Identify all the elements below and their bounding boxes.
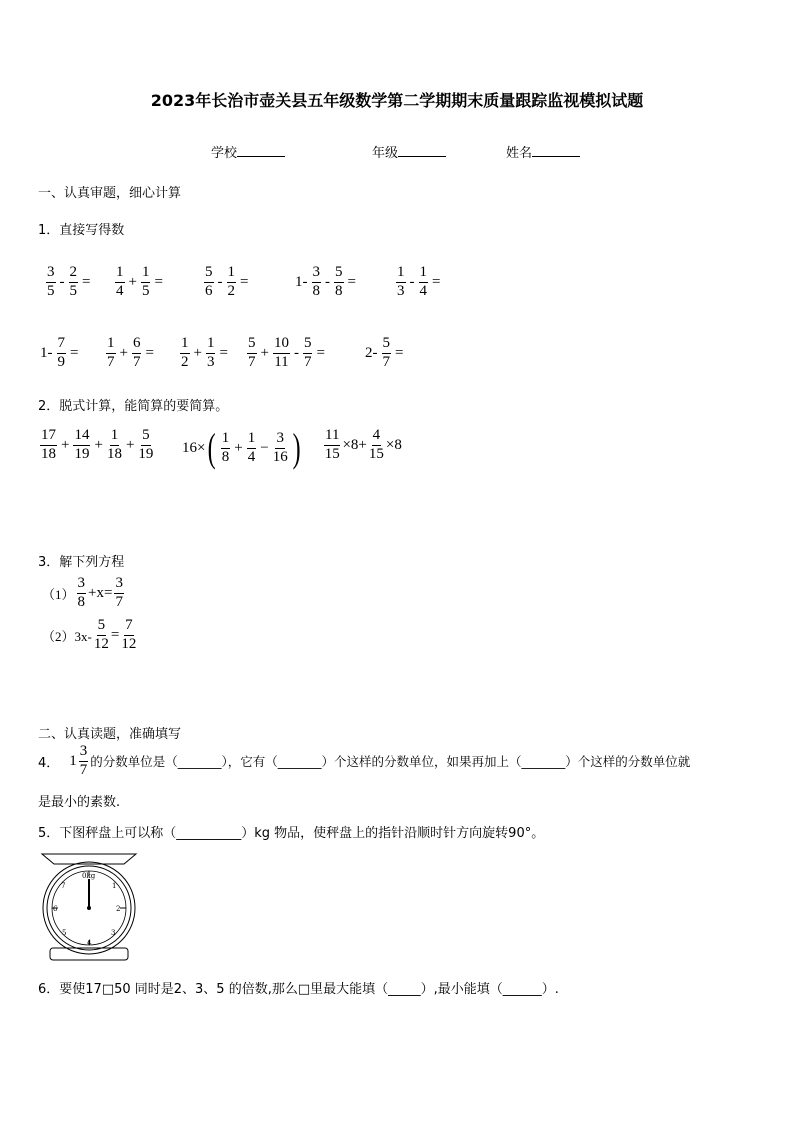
q1-row1-expr3: $\frac{5}{6}$ - $\frac{1}{2}$ =	[205, 264, 249, 299]
q2-expr3: $\frac{11}{15}$ ×8+ $\frac{4}{15}$ ×8	[324, 427, 402, 462]
grade-field: 年级	[372, 142, 446, 161]
scale-label-5: 5	[62, 929, 67, 937]
scale-label-6: 6	[53, 905, 58, 913]
q1-row1-expr5: $\frac{1}{3}$ - $\frac{1}{4}$ =	[397, 264, 441, 299]
q1-row2-expr1: 1- $\frac{7}{9}$ =	[40, 335, 79, 370]
q2-expr2: 16× ( $\frac{1}{8}$ + $\frac{1}{4}$ − $\frac{3}{16}$ )	[182, 425, 301, 470]
q1-row1-expr2: $\frac{1}{4}$ + $\frac{1}{5}$ =	[116, 264, 163, 299]
page-title: 2023年长治市壶关县五年级数学第二学期期末质量跟踪监视模拟试题	[150, 91, 644, 110]
question-6: 6．要使17□50 同时是2、3、5 的倍数,那么□里最大能填（_____）,最小能填（______）.	[38, 982, 559, 997]
question-5: 5．下图秤盘上可以称（__________）kg 物品，使秤盘上的指针沿顺时针方向旋转90°。	[38, 826, 545, 841]
question-3-heading: 3．解下列方程	[38, 555, 125, 570]
q3-equation-2: （2）3x- $\frac{5}{12}$ = $\frac{7}{12}$	[42, 617, 137, 652]
question-2-heading: 2．脱式计算，能简算的要简算。	[38, 399, 229, 414]
scale-figure	[40, 852, 138, 964]
scale-label-zero: 0kg	[82, 872, 96, 880]
name-field: 姓名	[506, 142, 580, 161]
question-1-heading: 1．直接写得数	[38, 223, 125, 238]
q1-row2-expr5: 2- $\frac{5}{7}$ =	[365, 335, 404, 370]
question-4: 4． 1 $\frac{3}{7}$ 的分数单位是（_______），它有（_______）个这样的分数单位，如果再加上（_______）个这样的分数单位就	[38, 743, 691, 778]
scale-label-3: 3	[111, 929, 116, 937]
kitchen-scale-icon	[40, 852, 138, 964]
q1-row2-expr2: $\frac{1}{7}$ + $\frac{6}{7}$ =	[107, 335, 154, 370]
section-2-heading: 二、认真读题，准确填写	[38, 727, 182, 742]
scale-label-2: 2	[116, 905, 121, 913]
scale-label-4: 4	[87, 939, 92, 947]
q1-row2-expr4: $\frac{5}{7}$ + $\frac{10}{11}$ - $\frac{5}{7}$ =	[248, 335, 325, 370]
q3-equation-1: （1） $\frac{3}{8}$ +x= $\frac{3}{7}$	[42, 575, 123, 610]
q2-expr1: $\frac{17}{18}$ + $\frac{14}{19}$ + $\frac{1}{18}$ + $\frac{5}{19}$	[41, 427, 154, 462]
scale-label-1: 1	[112, 882, 117, 890]
scale-label-7: 7	[61, 882, 66, 890]
q1-row1-expr1: $\frac{3}{5}$ - $\frac{2}{5}$ =	[47, 264, 91, 299]
q1-row1-expr4: 1- $\frac{3}{8}$ - $\frac{5}{8}$ =	[295, 264, 356, 299]
section-1-heading: 一、认真审题，细心计算	[38, 186, 182, 201]
question-4-continued: 是最小的素数.	[38, 795, 121, 810]
school-field: 学校	[211, 142, 285, 161]
q1-row2-expr3: $\frac{1}{2}$ + $\frac{1}{3}$ =	[181, 335, 228, 370]
